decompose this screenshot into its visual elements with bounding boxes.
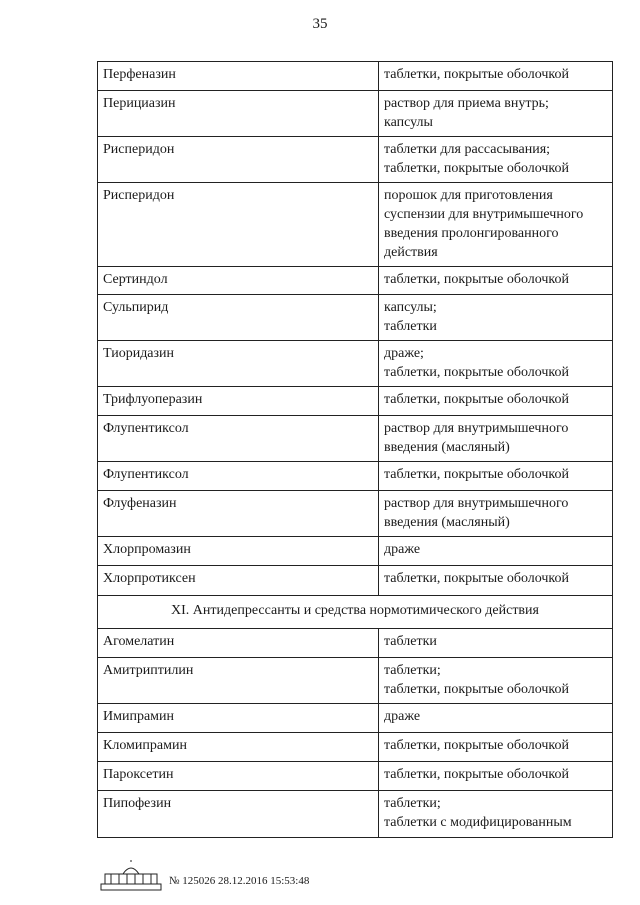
dosage-form [379, 704, 613, 733]
drug-name: Флупентиксол [98, 462, 379, 491]
drug-name: Кломипрамин [98, 733, 379, 762]
table-row [98, 629, 613, 658]
drug-name: Перфеназин [98, 62, 379, 91]
dosage-form-line: таблетки, покрытые оболочкой [384, 738, 570, 753]
dosage-form-line: капсулы; [384, 300, 437, 315]
dosage-form-line: таблетки; [384, 796, 441, 811]
dosage-form-line: раствор для приема внутрь; [384, 96, 549, 111]
dosage-form-line: капсулы [384, 115, 433, 130]
table-row [98, 295, 613, 341]
drug-name: Хлорпротиксен [98, 566, 379, 596]
dosage-form [379, 762, 613, 791]
table-row [98, 267, 613, 295]
dosage-form-line: таблетки, покрытые оболочкой [384, 767, 570, 782]
table-row [98, 791, 613, 838]
page-number: 35 [312, 16, 328, 32]
drug-name: Агомелатин [98, 629, 379, 658]
table-row [98, 537, 613, 566]
dosage-form [379, 566, 613, 596]
section-title: XI. Антидепрессанты и средства нормотимического действия [98, 596, 613, 629]
dosage-form [379, 629, 613, 658]
drug-name: Хлорпромазин [98, 537, 379, 566]
drug-name: Пипофезин [98, 791, 379, 838]
drug-name: Трифлуоперазин [98, 387, 379, 416]
dosage-form-line: таблетки [384, 319, 437, 334]
drug-name: Рисперидон [98, 137, 379, 183]
dosage-form [379, 62, 613, 91]
dosage-form [379, 658, 613, 704]
dosage-form-line: таблетки [384, 634, 437, 649]
dosage-form [379, 183, 613, 267]
table-row [98, 491, 613, 537]
drug-name: Тиоридазин [98, 341, 379, 387]
dosage-form-line: драже; [384, 346, 424, 361]
government-building-icon [99, 860, 163, 892]
dosage-form-line: таблетки, покрытые оболочкой [384, 571, 570, 586]
table-row [98, 733, 613, 762]
dosage-form [379, 341, 613, 387]
drug-name: Флупентиксол [98, 416, 379, 462]
dosage-form [379, 387, 613, 416]
dosage-form-line: действия [384, 245, 438, 260]
table-row [98, 462, 613, 491]
footer [99, 860, 399, 892]
document-stamp-code: № 125026 28.12.2016 15:53:48 [169, 875, 310, 887]
drug-name: Сульпирид [98, 295, 379, 341]
dosage-form-line: драже [384, 709, 421, 724]
dosage-form-line: таблетки с модифицированным [384, 815, 572, 830]
table-row [98, 183, 613, 267]
dosage-form-line: введения (масляный) [384, 440, 510, 455]
drug-name: Сертиндол [98, 267, 379, 295]
dosage-form-line: таблетки, покрытые оболочкой [384, 467, 570, 482]
table-row [98, 416, 613, 462]
dosage-form [379, 537, 613, 566]
dosage-form [379, 295, 613, 341]
table-row [98, 704, 613, 733]
table-row [98, 387, 613, 416]
dosage-form [379, 733, 613, 762]
dosage-form-line: таблетки для рассасывания; [384, 142, 551, 157]
table-row [98, 341, 613, 387]
dosage-form-line: таблетки, покрытые оболочкой [384, 272, 570, 287]
table-row [98, 91, 613, 137]
dosage-form-line: введения (масляный) [384, 515, 510, 530]
dosage-form-line: таблетки, покрытые оболочкой [384, 161, 570, 176]
drug-name: Флуфеназин [98, 491, 379, 537]
drug-name: Имипрамин [98, 704, 379, 733]
drug-name: Рисперидон [98, 183, 379, 267]
drug-name: Пароксетин [98, 762, 379, 791]
dosage-form-line: введения пролонгированного [384, 226, 559, 241]
dosage-form [379, 491, 613, 537]
dosage-form-line: суспензии для внутримышечного [384, 207, 584, 222]
drug-name: Амитриптилин [98, 658, 379, 704]
table-row [98, 62, 613, 91]
dosage-form-line: порошок для приготовления [384, 188, 553, 203]
table-row [98, 658, 613, 704]
dosage-form [379, 791, 613, 838]
table-row [98, 566, 613, 596]
dosage-form-line: раствор для внутримышечного [384, 496, 569, 511]
dosage-form-line: таблетки, покрытые оболочкой [384, 392, 570, 407]
drug-table [97, 61, 613, 838]
table-row [98, 137, 613, 183]
dosage-form-line: таблетки, покрытые оболочкой [384, 365, 570, 380]
dosage-form-line: таблетки, покрытые оболочкой [384, 67, 570, 82]
dosage-form [379, 416, 613, 462]
dosage-form [379, 91, 613, 137]
drug-name: Перициазин [98, 91, 379, 137]
section-header-row [98, 596, 613, 629]
dosage-form-line: драже [384, 542, 421, 557]
dosage-form [379, 267, 613, 295]
dosage-form [379, 462, 613, 491]
dosage-form-line: таблетки, покрытые оболочкой [384, 682, 570, 697]
table-row [98, 762, 613, 791]
dosage-form [379, 137, 613, 183]
dosage-form-line: таблетки; [384, 663, 441, 678]
dosage-form-line: раствор для внутримышечного [384, 421, 569, 436]
